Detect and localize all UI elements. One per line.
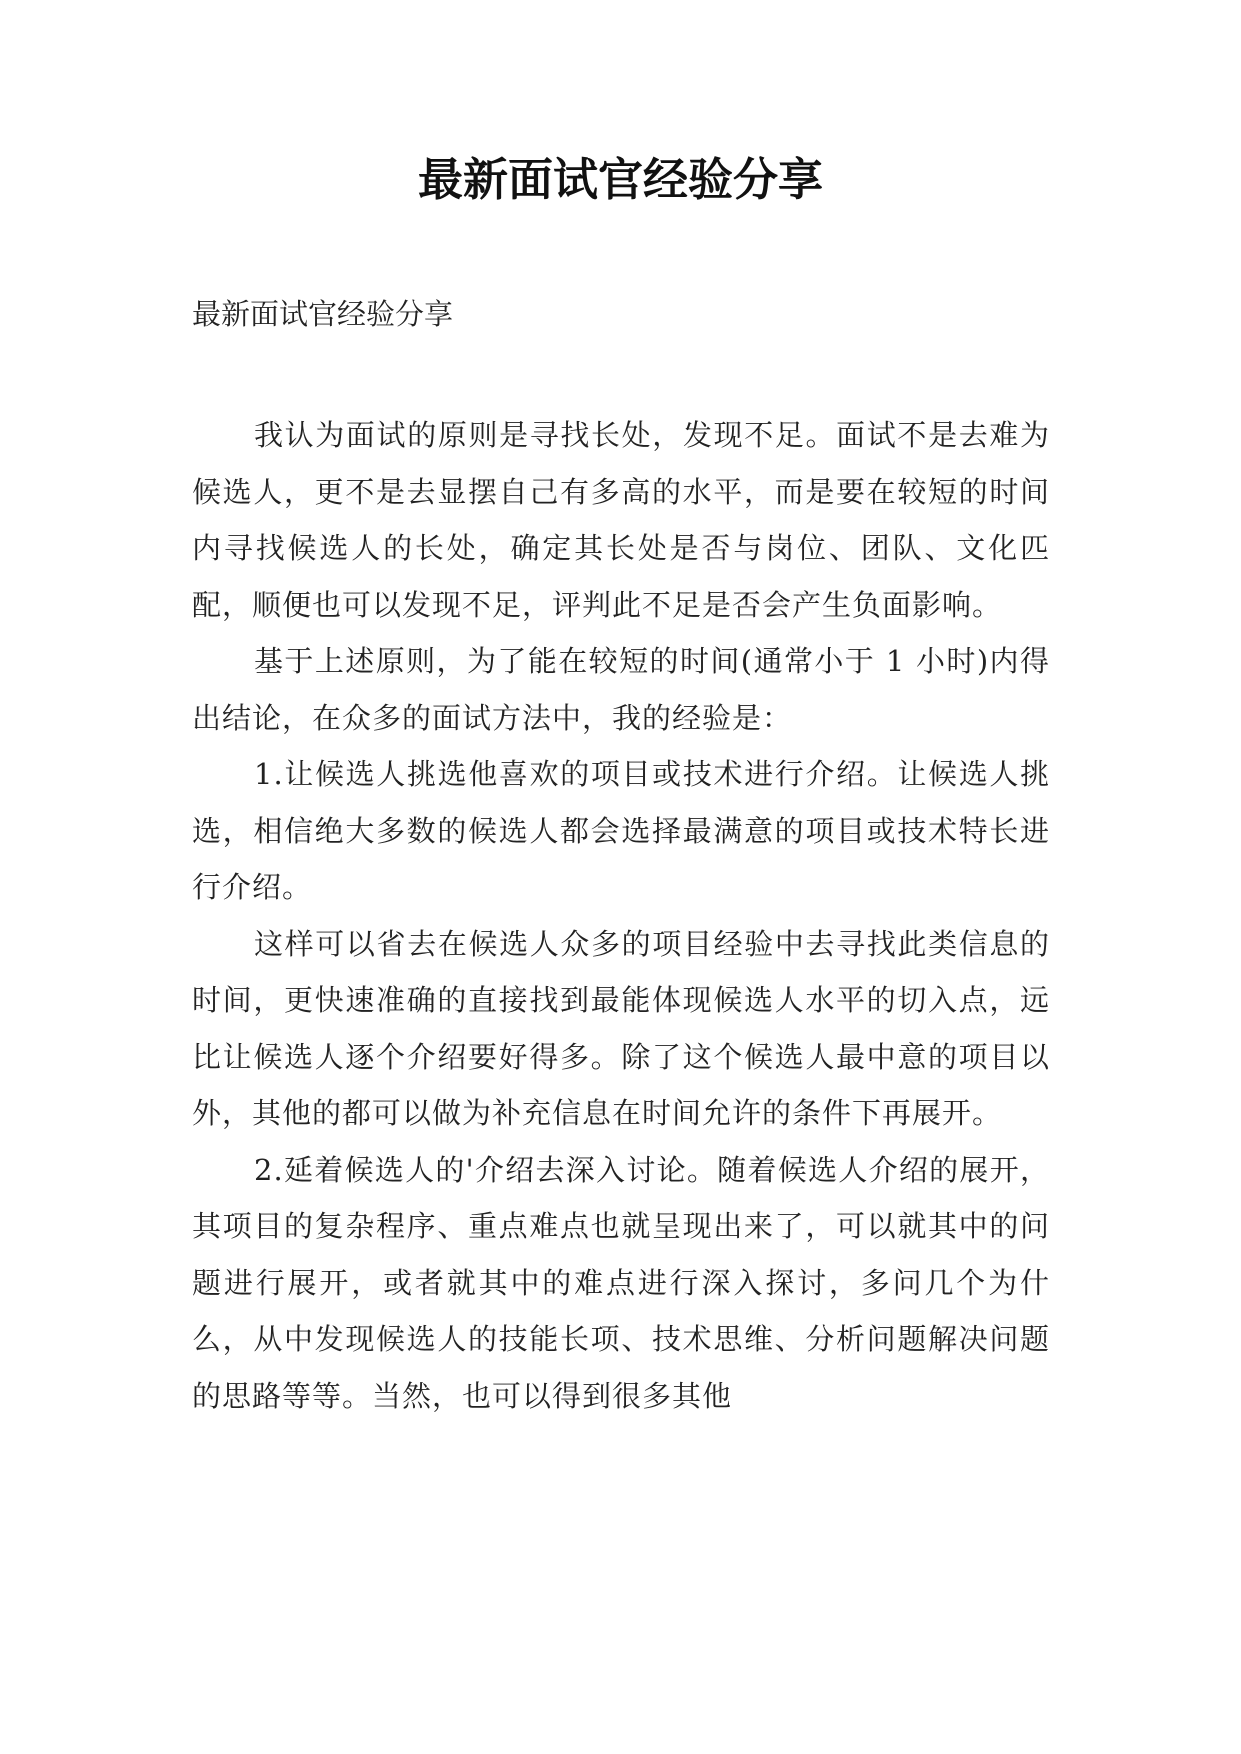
paragraph: 1.让候选人挑选他喜欢的项目或技术进行介绍。让候选人挑选，相信绝大多数的候选人都会选择最满意的项目或技术特长进行介绍。 bbox=[192, 757, 1050, 904]
paragraph: 这样可以省去在候选人众多的项目经验中去寻找此类信息的时间，更快速准确的直接找到最能体现候选人水平的切入点，远比让候选人逐个介绍要好得多。除了这个候选人最中意的项目以外，其他的都可以做为补充信息在时间允许的条件下再展开。 bbox=[192, 926, 1050, 1130]
document-title: 最新面试官经验分享 bbox=[417, 153, 823, 206]
paragraph: 2.延着候选人的'介绍去深入讨论。随着候选人介绍的展开，其项目的复杂程序、重点难点也就呈现出来了，可以就其中的问题进行展开，或者就其中的难点进行深入探讨，多问几个为什么，从中发现候选人的技能长项、技术思维、分析问题解决问题的思路等等。当然，也可以得到很多其他 bbox=[192, 1152, 1050, 1413]
document-body bbox=[192, 407, 1050, 1424]
paragraph: 我认为面试的原则是寻找长处，发现不足。面试不是去难为候选人，更不是去显摆自己有多高的水平，而是要在较短的时间内寻找候选人的长处，确定其长处是否与岗位、团队、文化匹配，顺便也可以发现不足，评判此不足是否会产生负面影响。 bbox=[192, 418, 1050, 622]
document-subtitle: 最新面试官经验分享 bbox=[192, 297, 454, 331]
paragraph: 基于上述原则，为了能在较短的时间(通常小于 1 小时)内得出结论，在众多的面试方法中，我的经验是： bbox=[192, 644, 1050, 735]
